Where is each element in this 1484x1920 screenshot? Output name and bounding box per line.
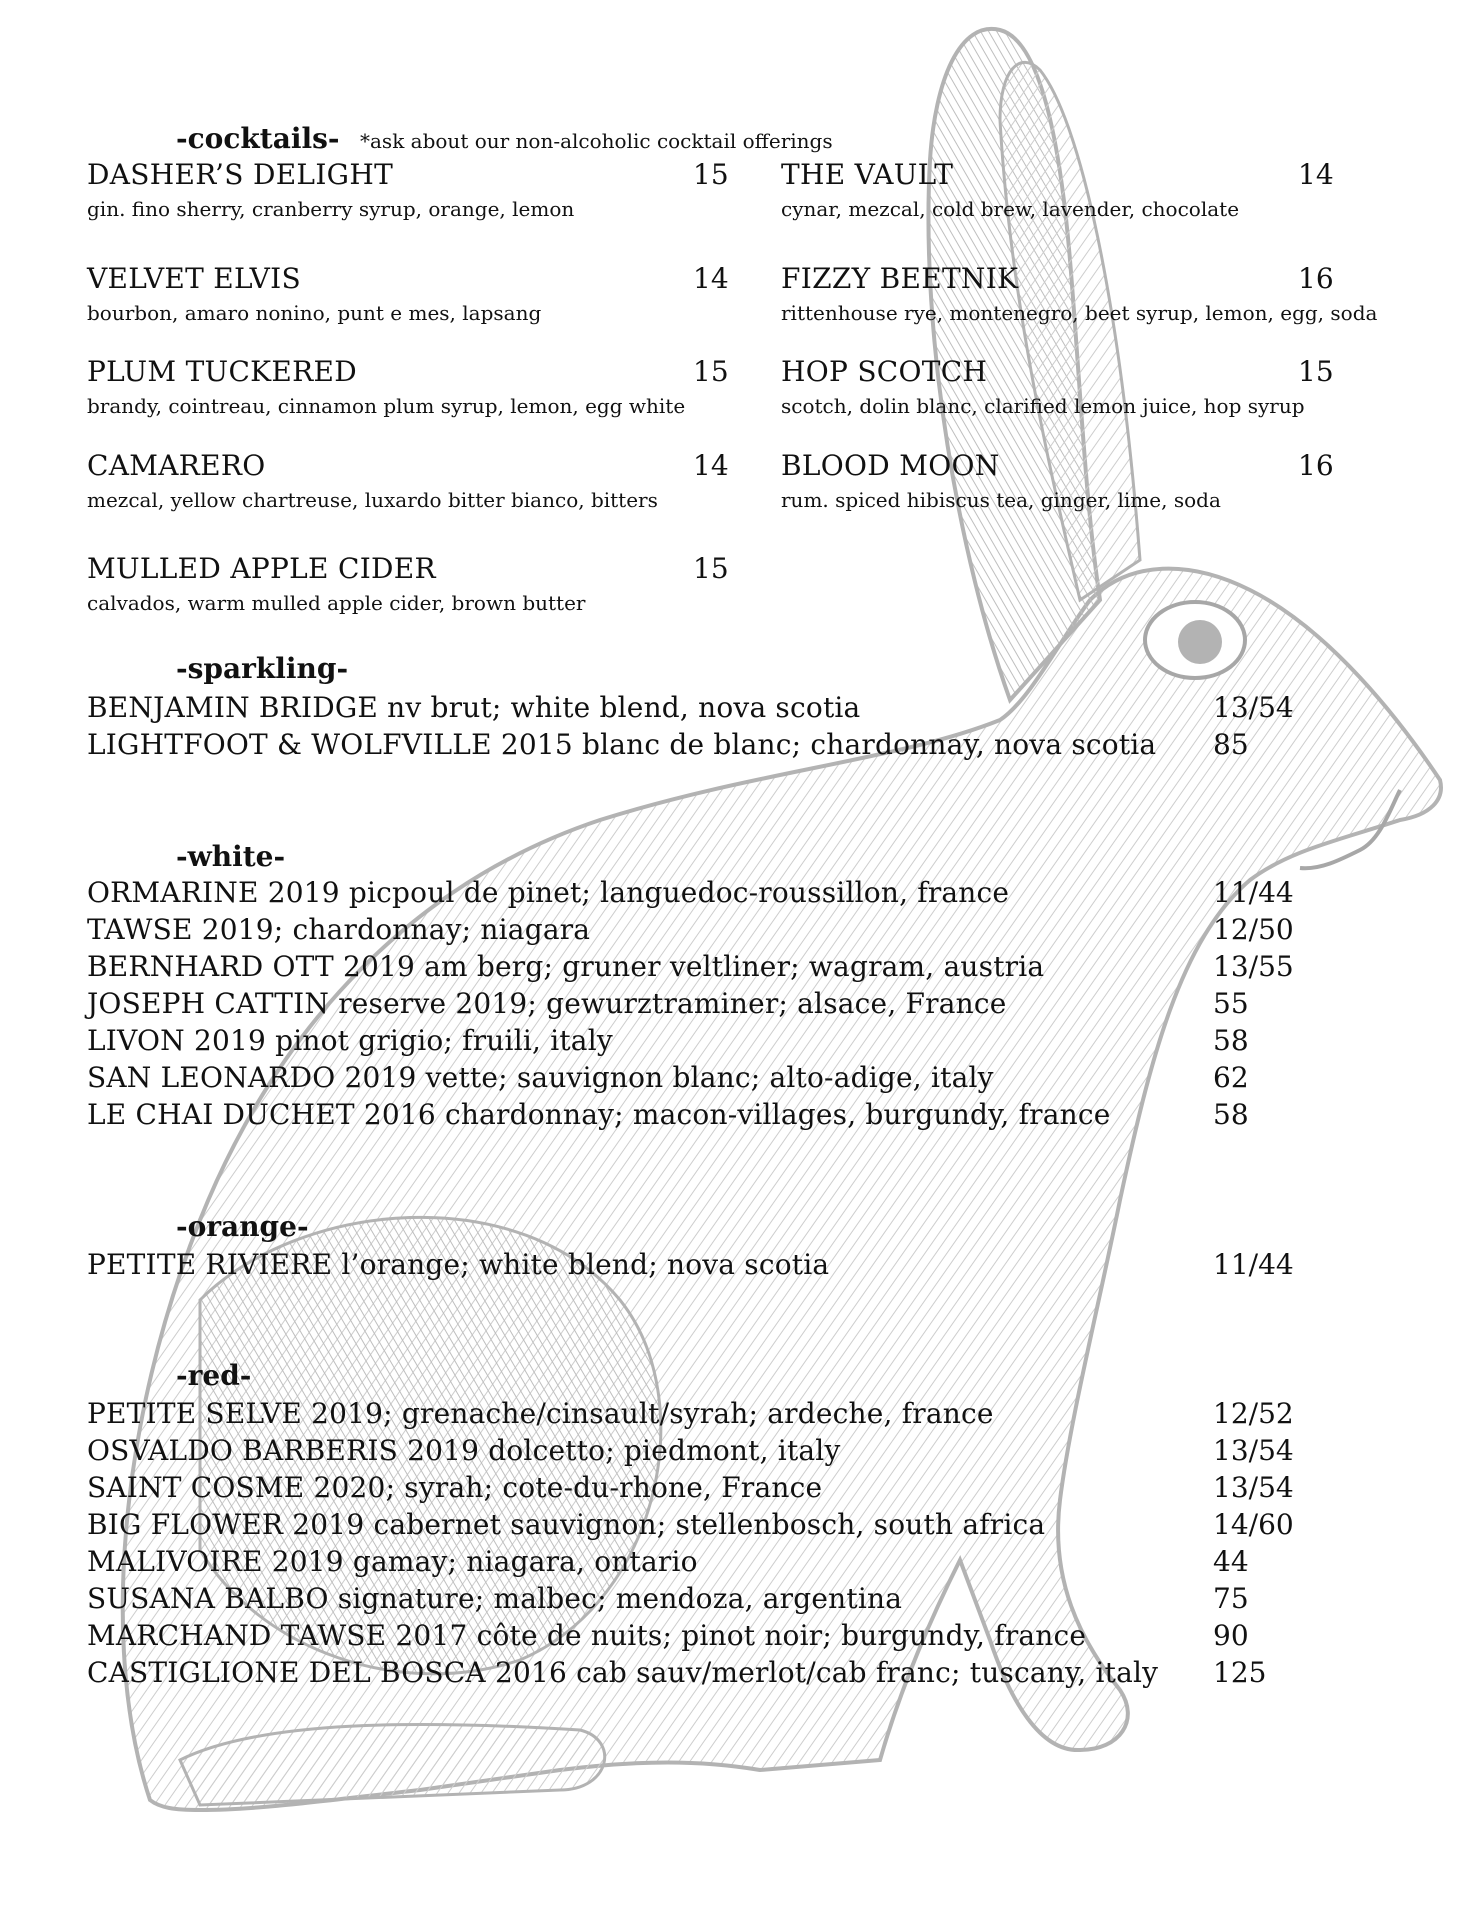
wine-price: 12/52 [1213,1397,1294,1430]
wine-price: 90 [1213,1619,1249,1652]
wine-price: 58 [1213,1024,1249,1057]
wine-price: 11/44 [1213,1248,1294,1281]
cocktail-price: 15 [693,158,729,191]
cocktail-name: PLUM TUCKERED [87,355,357,388]
sparkling-header: -sparkling- [176,652,349,685]
wine-price: 55 [1213,987,1249,1020]
white-header: -white- [176,840,286,873]
cocktail-name: HOP SCOTCH [781,355,988,388]
wine-price: 44 [1213,1545,1249,1578]
cocktail-price: 14 [693,262,729,295]
cocktail-name: FIZZY BEETNIK [781,262,1019,295]
wine-price: 58 [1213,1098,1249,1131]
wine-name: SAN LEONARDO 2019 vette; sauvignon blanc; alto-adige, italy [87,1061,994,1094]
wine-price: 125 [1213,1656,1267,1689]
wine-name: MARCHAND TAWSE 2017 côte de nuits; pinot noir; burgundy, france [87,1619,1087,1652]
cocktails-note: *ask about our non-alcoholic cocktail offerings [360,129,833,153]
cocktail-desc: mezcal, yellow chartreuse, luxardo bitter bianco, bitters [87,488,658,512]
wine-price: 85 [1213,728,1249,761]
wine-price: 13/55 [1213,950,1294,983]
cocktail-price: 15 [1298,355,1334,388]
wine-name: CASTIGLIONE DEL BOSCA 2016 cab sauv/merlot/cab franc; tuscany, italy [87,1656,1159,1689]
wine-name: MALIVOIRE 2019 gamay; niagara, ontario [87,1545,698,1578]
cocktail-desc: cynar, mezcal, cold brew, lavender, chocolate [781,197,1240,221]
cocktail-name: THE VAULT [781,158,954,191]
wine-name: PETITE SELVE 2019; grenache/cinsault/syrah; ardeche, france [87,1397,994,1430]
wine-name: TAWSE 2019; chardonnay; niagara [87,913,591,946]
wine-name: LE CHAI DUCHET 2016 chardonnay; macon-villages, burgundy, france [87,1098,1111,1131]
wine-name: SUSANA BALBO signature; malbec; mendoza, argentina [87,1582,903,1615]
wine-price: 13/54 [1213,1471,1294,1504]
wine-price: 11/44 [1213,876,1294,909]
cocktail-name: CAMARERO [87,449,266,482]
cocktail-name: MULLED APPLE CIDER [87,552,436,585]
wine-name: PETITE RIVIERE l’orange; white blend; nova scotia [87,1248,830,1281]
cocktails-header: -cocktails- [176,122,340,155]
cocktail-desc: calvados, warm mulled apple cider, brown butter [87,591,586,615]
cocktail-price: 15 [693,355,729,388]
wine-name: JOSEPH CATTIN reserve 2019; gewurztraminer; alsace, France [87,987,1007,1020]
cocktail-desc: brandy, cointreau, cinnamon plum syrup, lemon, egg white [87,394,686,418]
wine-name: BERNHARD OTT 2019 am berg; gruner veltliner; wagram, austria [87,950,1045,983]
wine-price: 62 [1213,1061,1249,1094]
cocktail-price: 14 [693,449,729,482]
wine-name: OSVALDO BARBERIS 2019 dolcetto; piedmont, italy [87,1434,841,1467]
orange-header: -orange- [176,1210,309,1243]
wine-name: BIG FLOWER 2019 cabernet sauvignon; stellenbosch, south africa [87,1508,1046,1541]
cocktail-desc: rittenhouse rye, montenegro, beet syrup, lemon, egg, soda [781,301,1378,325]
cocktail-name: VELVET ELVIS [87,262,301,295]
wine-name: BENJAMIN BRIDGE nv brut; white blend, nova scotia [87,691,861,724]
cocktail-price: 16 [1298,262,1334,295]
wine-name: LIVON 2019 pinot grigio; fruili, italy [87,1024,613,1057]
cocktail-desc: scotch, dolin blanc, clarified lemon juice, hop syrup [781,394,1305,418]
wine-price: 13/54 [1213,1434,1294,1467]
wine-name: LIGHTFOOT & WOLFVILLE 2015 blanc de blanc; chardonnay, nova scotia [87,728,1157,761]
cocktail-desc: rum. spiced hibiscus tea, ginger, lime, soda [781,488,1221,512]
wine-name: SAINT COSME 2020; syrah; cote-du-rhone, France [87,1471,823,1504]
wine-price: 12/50 [1213,913,1294,946]
cocktail-price: 16 [1298,449,1334,482]
cocktail-desc: gin. fino sherry, cranberry syrup, orange, lemon [87,197,575,221]
wine-price: 75 [1213,1582,1249,1615]
cocktail-desc: bourbon, amaro nonino, punt e mes, lapsang [87,301,542,325]
wine-price: 13/54 [1213,691,1294,724]
wine-price: 14/60 [1213,1508,1294,1541]
cocktail-price: 15 [693,552,729,585]
wine-name: ORMARINE 2019 picpoul de pinet; languedoc-roussillon, france [87,876,1010,909]
red-header: -red- [176,1359,252,1392]
cocktail-price: 14 [1298,158,1334,191]
cocktail-name: DASHER’S DELIGHT [87,158,394,191]
cocktail-name: BLOOD MOON [781,449,1000,482]
